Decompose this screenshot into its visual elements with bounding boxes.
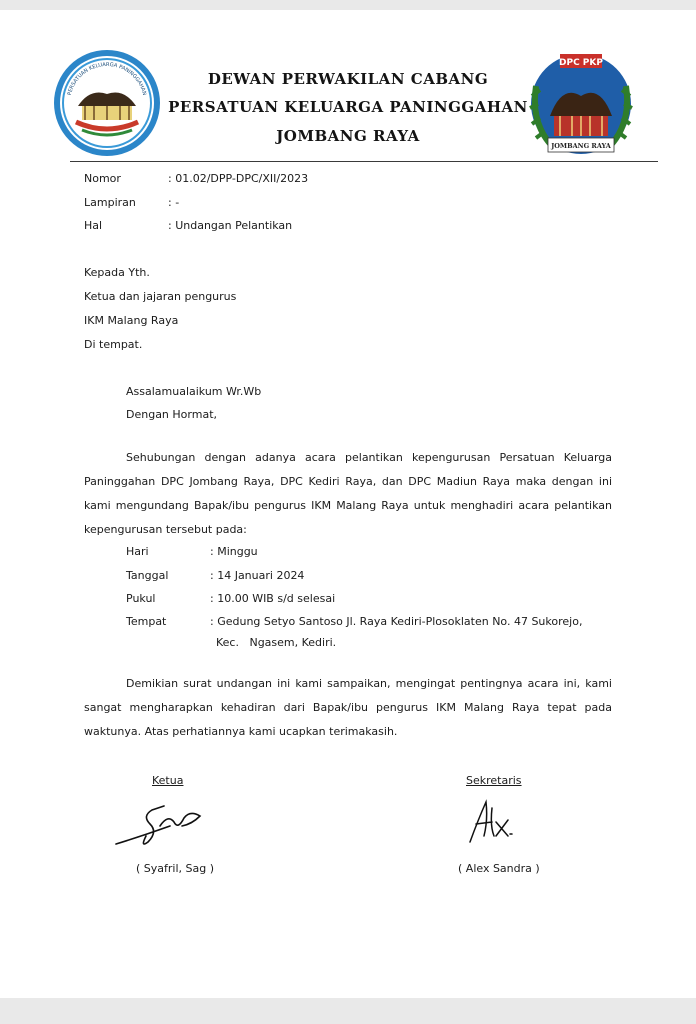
recipient-line-2: Ketua dan jajaran pengurus	[84, 290, 237, 303]
logo-right-bottom-text: JOMBANG RAYA	[551, 142, 611, 150]
tempat-value-line-1: : Gedung Setyo Santoso Jl. Raya Kediri-Plosoklaten No. 47 Sukorejo,	[210, 615, 583, 628]
tanggal-label: Tanggal	[126, 569, 169, 582]
svg-text:PERSATUAN KELUARGA PANINGGAHAN: PERSATUAN KELUARGA PANINGGAHAN	[66, 61, 148, 96]
lampiran-value: : -	[168, 196, 180, 209]
dpc-pkp-right-logo	[522, 46, 640, 164]
pukul-label: Pukul	[126, 592, 156, 605]
hari-value: : Minggu	[210, 545, 258, 558]
greeting-hormat: Dengan Hormat,	[126, 408, 217, 421]
header-line-1: DEWAN PERWAKILAN CABANG	[207, 70, 489, 88]
hal-value: : Undangan Pelantikan	[168, 219, 293, 232]
pukul-value: : 10.00 WIB s/d selesai	[210, 592, 336, 605]
recipient-line-3: IKM Malang Raya	[84, 314, 179, 327]
ketua-signature	[112, 796, 212, 854]
greeting-salam: Assalamualaikum Wr.Wb	[126, 385, 262, 398]
letter-page	[0, 10, 696, 998]
sekretaris-name: ( Alex Sandra )	[458, 862, 540, 875]
header-divider	[70, 161, 658, 162]
recipient-line-1: Kepada Yth.	[84, 266, 150, 279]
tempat-value-line-2: Kec. Ngasem, Kediri.	[216, 636, 337, 649]
tempat-label: Tempat	[126, 615, 167, 628]
hal-label: Hal	[84, 219, 103, 232]
nomor-label: Nomor	[84, 172, 121, 185]
sekretaris-title: Sekretaris	[466, 774, 522, 787]
header-line-2: PERSATUAN KELUARGA PANINGGAHAN	[168, 98, 528, 116]
tanggal-value: : 14 Januari 2024	[210, 569, 305, 582]
logo-right-top-text: DPC PKP	[559, 58, 603, 68]
nomor-value: : 01.02/DPP-DPC/XII/2023	[168, 172, 309, 185]
ketua-name: ( Syafril, Sag )	[136, 862, 215, 875]
sekretaris-signature	[462, 796, 522, 850]
ketua-title: Ketua	[152, 774, 184, 787]
body-paragraph-2: Demikian surat undangan ini kami sampaikan, mengingat pentingnya acara ini, kami sangat mengharapkan kehadiran dari Bapak/ibu pengurus IKM Malang Raya tepat pada waktunya. Atas perhatiannya kami ucapkan terimakasih.	[84, 677, 612, 738]
recipient-line-4: Di tempat.	[84, 338, 143, 351]
body-paragraph-1: Sehubungan dengan adanya acara pelantikan kepengurusan Persatuan Keluarga Paninggahan DPC Jombang Raya, DPC Kediri Raya, dan DPC Madiun Raya maka dengan ini kami mengundang Bapak/ibu pengurus IKM Malang Raya untuk menghadiri acara pelantikan kepengurusan tersebut pada:	[84, 451, 612, 536]
hari-label: Hari	[126, 545, 149, 558]
lampiran-label: Lampiran	[84, 196, 136, 209]
header-line-3: JOMBANG RAYA	[276, 127, 420, 145]
